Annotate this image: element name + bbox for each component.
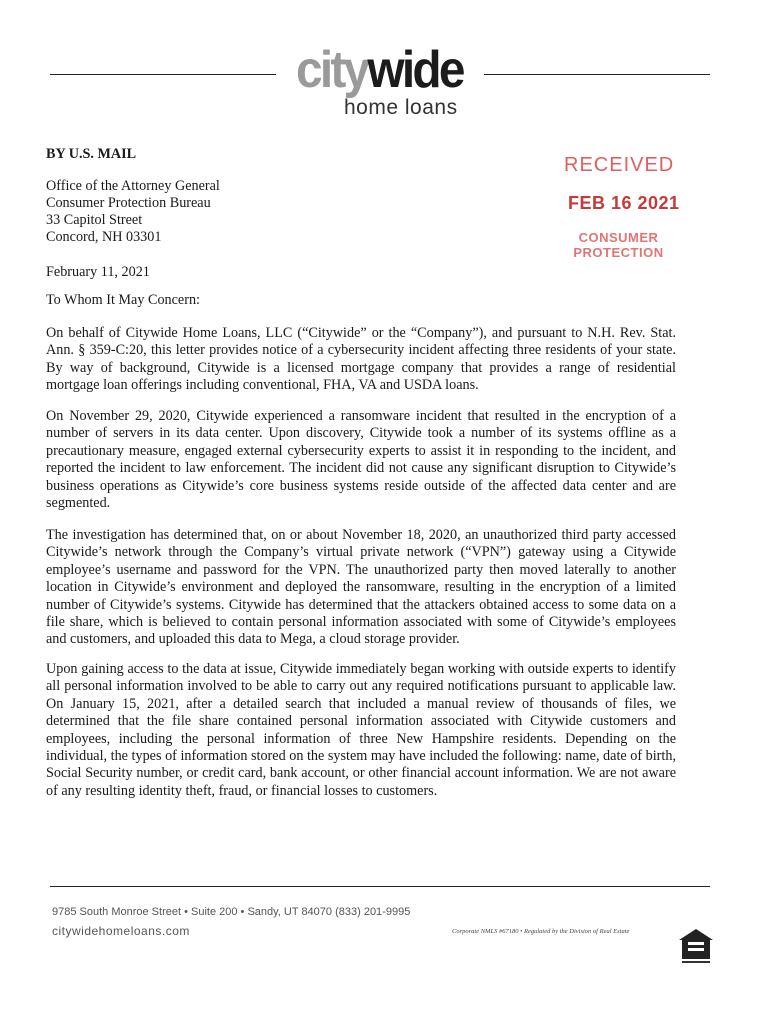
body-paragraph-1: On behalf of Citywide Home Loans, LLC (“Citywide” or the “Company”), and pursuant to N.H. Rev. Stat. Ann. § 359-C:20, this letter provides notice of a cybersecurity incident affecting three residents of your state. By way of background, Citywide is a licensed mortgage company that provides a range of residential mortgage loan offerings including conventional, FHA, VA and USDA loans. <box>46 325 676 394</box>
stamp-date: FEB 16 2021 <box>568 193 680 213</box>
recipient-line: Consumer Protection Bureau <box>46 195 211 211</box>
logo-brand-dark: wide <box>367 41 463 99</box>
equal-housing-icon <box>676 926 716 966</box>
salutation: To Whom It May Concern: <box>46 292 200 308</box>
recipient-line: 33 Capitol Street <box>46 212 143 228</box>
logo-subtitle: home loans <box>344 96 458 119</box>
recipient-line: Office of the Attorney General <box>46 178 220 194</box>
letterhead-rule-left <box>50 74 276 75</box>
body-paragraph-2: On November 29, 2020, Citywide experienced a ransomware incident that resulted in the encryption of a number of servers in its data center. Upon discovery, Citywide took a number of its systems offline as a precautionary measure, engaged external cybersecurity experts to assist it in responding to the incident, and reported the incident to law enforcement. The incident did not cause any significant disruption to Citywide’s business operations as Citywide’s core business systems reside outside of the affected data center and are segmented. <box>46 408 676 512</box>
footer-rule <box>50 886 710 887</box>
footer-regulatory: Corporate NMLS #67180 • Regulated by the Division of Real Estate <box>452 928 630 935</box>
body-paragraph-4: Upon gaining access to the data at issue, Citywide immediately began working with outside experts to identify all personal information involved to be able to carry out any required notifications pursuant to applicable law. On January 15, 2021, after a detailed search that included a manual review of thousands of files, we determined that the file share contained personal information associated with Citywide customers and employees, including the personal information of three New Hampshire residents. Depending on the individual, the types of information stored on the system may have included the following: name, date of birth, Social Security number, or credit card, bank account, or other financial account information. We are not aware of any resulting identity theft, fraud, or financial losses to customers. <box>46 661 676 799</box>
citywide-logo <box>296 41 476 122</box>
delivery-method: BY U.S. MAIL <box>46 146 137 162</box>
logo-brand-light: city <box>296 41 368 99</box>
recipient-line: Concord, NH 03301 <box>46 229 162 245</box>
letter-date: February 11, 2021 <box>46 264 150 280</box>
stamp-department: CONSUMER PROTECTION <box>573 230 664 260</box>
letterhead-rule-right <box>484 74 710 75</box>
logo-wordmark <box>296 41 463 99</box>
footer-address: 9785 South Monroe Street • Suite 200 • Sandy, UT 84070 (833) 201-9995 <box>52 906 411 918</box>
body-paragraph-3: The investigation has determined that, on or about November 18, 2020, an unauthorized third party accessed Citywide’s network through the Company’s virtual private network (“VPN”) gateway using a Citywide employee’s username and password for the VPN. The unauthorized party then moved laterally to another location in Citywide’s environment and deployed the ransomware, resulting in the encryption of a limited number of Citywide’s systems. Citywide has determined that the attackers obtained access to some data on a file share, which is believed to contain personal information associated with some of Citywide’s employees and customers, and uploaded this data to Mega, a cloud storage provider. <box>46 527 676 648</box>
stamp-received: RECEIVED <box>564 154 675 176</box>
footer-website: citywidehomeloans.com <box>52 924 190 938</box>
